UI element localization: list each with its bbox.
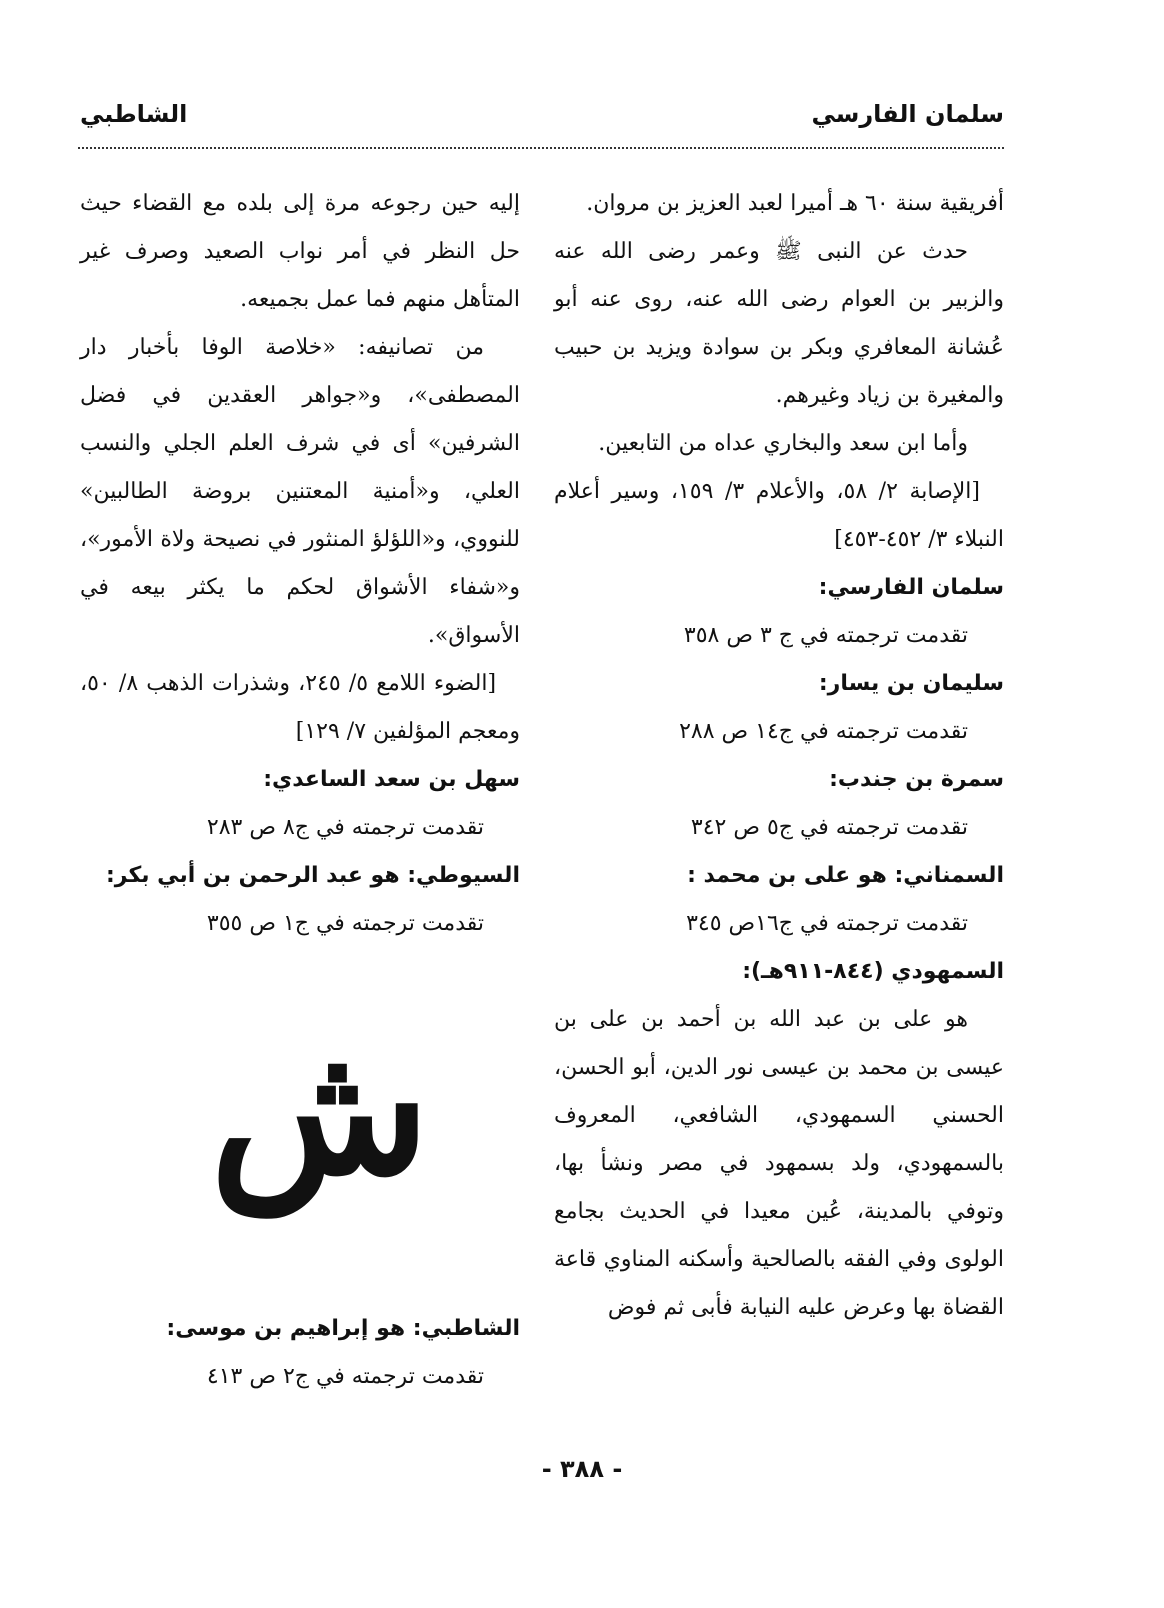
entry-title: سهل بن سعد الساعدي: <box>263 767 520 792</box>
entry-title: الشاطبي: هو إبراهيم بن موسى: <box>166 1316 520 1341</box>
section-letter: ش <box>210 1004 430 1215</box>
left-bottom-entries <box>80 1305 520 1401</box>
paragraph: حدث عن النبى ﷺ وعمر رضى الله عنه والزبير بن العوام رضى الله عنه، روى عنه أبو عُشانة المعافري وبكر بن سوادة ويزيد بن حبيب والمغيرة بن زياد وغيرهم. <box>554 239 1004 408</box>
entry-title: السمناني: هو على بن محمد : <box>687 863 1004 888</box>
entry-title: سلمان الفارسي: <box>818 575 1004 600</box>
left-column <box>80 180 520 948</box>
entry-title: سليمان بن يسار: <box>818 671 1004 696</box>
cross-reference: تقدمت ترجمته في ج١٤ ص ٢٨٨ <box>679 719 968 744</box>
running-head-right: سلمان الفارسي <box>811 100 1004 128</box>
entry-title: السيوطي: هو عبد الرحمن بن أبي بكر: <box>105 863 520 888</box>
running-head <box>80 100 1004 140</box>
cross-reference: تقدمت ترجمته في ج١ ص ٣٥٥ <box>206 911 484 936</box>
references: [الإصابة ٢/ ٥٨، والأعلام ٣/ ١٥٩، وسير أعلام النبلاء ٣/ ٤٥٢-٤٥٣] <box>554 479 1004 552</box>
paragraph: وأما ابن سعد والبخاري عداه من التابعين. <box>598 431 968 456</box>
header-dotted-rule <box>78 147 1004 149</box>
cross-reference: تقدمت ترجمته في ج٨ ص ٢٨٣ <box>206 815 484 840</box>
cross-reference: تقدمت ترجمته في ج٥ ص ٣٤٢ <box>690 815 968 840</box>
cross-reference: تقدمت ترجمته في ج١٦ص ٣٤٥ <box>686 911 968 936</box>
paragraph: هو على بن عبد الله بن أحمد بن على بن عيسى بن محمد بن عيسى نور الدين، أبو الحسن، الحسني السمهودي، الشافعي، المعروف بالسمهودي، ولد بسمهود في مصر ونشأ بها، وتوفي بالمدينة، عُين معيدا في الحديث بجامع الولوى وفي الفقه بالصالحية وأسكنه المناوي قاعة القضاة بها وعرض عليه النيابة فأبى ثم فوض <box>554 1007 1004 1320</box>
entry-title: سمرة بن جندب: <box>829 767 1004 792</box>
entry-title: السمهودي (٨٤٤-٩١١هـ): <box>742 959 1004 984</box>
page-number: - ٣٨٨ - <box>541 1455 623 1483</box>
references: [الضوء اللامع ٥/ ٢٤٥، وشذرات الذهب ٨/ ٥٠، ومعجم المؤلفين ٧/ ١٢٩] <box>80 671 520 744</box>
cross-reference: تقدمت ترجمته في ج٢ ص ٤١٣ <box>206 1364 484 1389</box>
paragraph: إليه حين رجوعه مرة إلى بلده مع القضاء حيث حل النظر في أمر نواب الصعيد وصرف غير المتأهل منهم فما عمل بجميعه. <box>80 191 520 312</box>
running-head-left: الشاطبي <box>80 100 188 128</box>
paragraph: من تصانيفه: «خلاصة الوفا بأخبار دار المصطفى»، و«جواهر العقدين في فضل الشرفين» أى في شرف العلم الجلي والنسب العلي، و«أمنية المعتنين بروضة الطالبين» للنووي، و«اللؤلؤ المنثور في نصيحة ولاة الأمور»، و«شفاء الأشواق لحكم ما يكثر بيعه في الأسواق». <box>80 335 520 648</box>
right-column <box>554 180 1004 1332</box>
paragraph: أفريقية سنة ٦٠ هـ أميرا لعبد العزيز بن مروان. <box>586 191 1004 216</box>
cross-reference: تقدمت ترجمته في ج ٣ ص ٣٥٨ <box>683 623 968 648</box>
